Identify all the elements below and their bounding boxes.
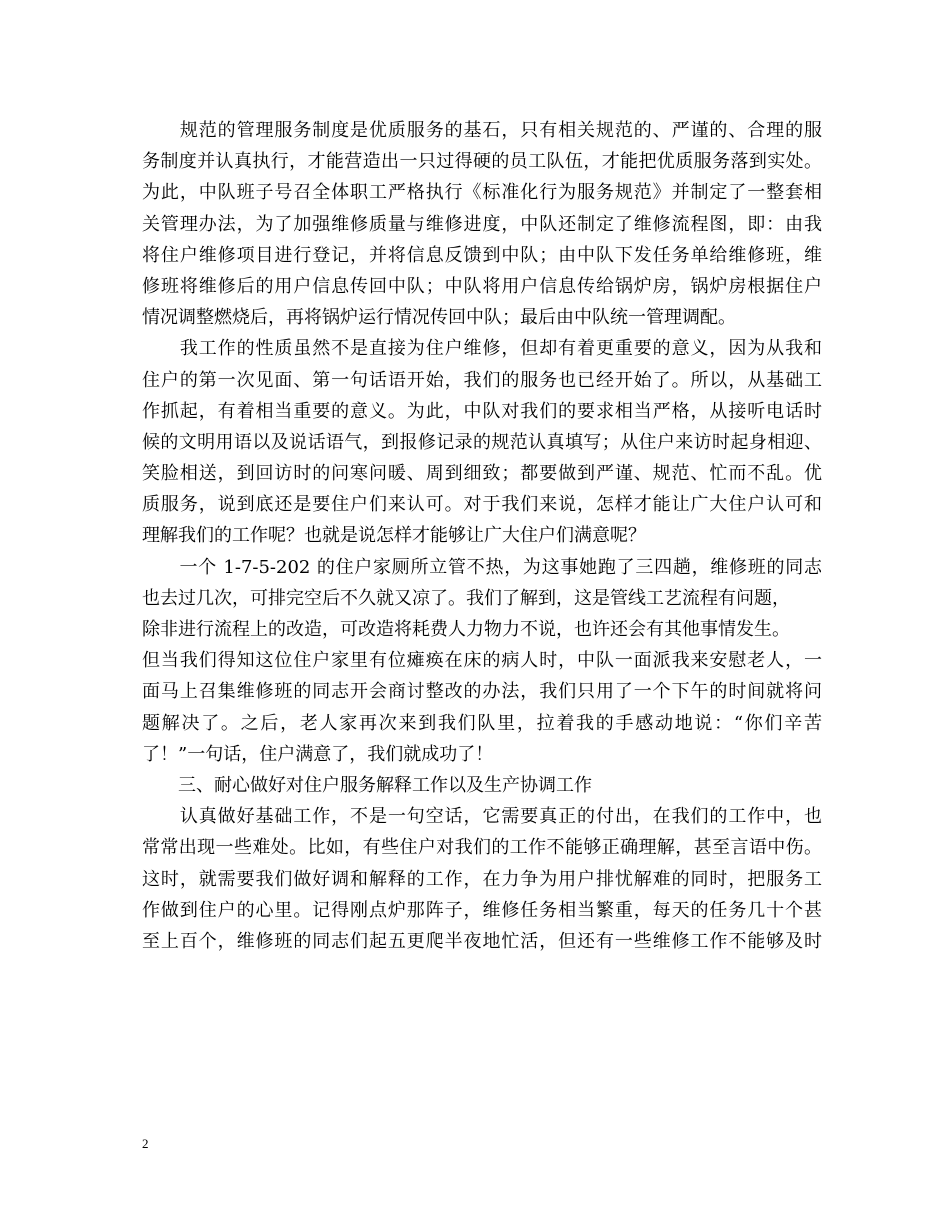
text-line: 这时，就需要我们做好调和解释的工作，在力争为用户排忧解难的同时，把服务工 [142,868,822,890]
body-text [142,115,822,957]
text-line: 质服务，说到底还是要住户们来认可。对于我们来说，怎样才能让广大住户认可和 [142,494,822,516]
text-line: 候的文明用语以及说话语气，到报修记录的规范认真填写；从住户来访时起身相迎、 [142,431,822,453]
text-line: 理解我们的工作呢？也就是说怎样才能够让广大住户们满意呢？ [142,525,646,547]
section-heading: 三、耐心做好对住户服务解释工作以及生产协调工作 [142,774,592,796]
text-line: 住户的第一次见面、第一句话语开始，我们的服务也已经开始了。所以，从基础工 [142,369,822,391]
text-line: 至上百个，维修班的同志们起五更爬半夜地忙活，但还有一些维修工作不能够及时 [142,930,822,952]
text-line: 作做到住户的心里。记得刚点炉那阵子，维修任务相当繁重，每天的任务几十个甚 [142,899,822,921]
text-line: 一个 1-7-5-202 的住户家厕所立管不热，为这事她跑了三四趟，维修班的同志 [142,556,822,578]
text-line: 笑脸相送，到回访时的问寒问暖、周到细致；都要做到严谨、规范、忙而不乱。优 [142,463,822,485]
text-line: 了！”一句话，住户满意了，我们就成功了！ [142,743,494,765]
text-line: 面马上召集维修班的同志开会商讨整改的办法，我们只用了一个下午的时间就将问 [142,681,822,703]
text-line: 作抓起，有着相当重要的意义。为此，中队对我们的要求相当严格，从接听电话时 [142,400,822,422]
text-line: 也去过几次，可排完空后不久就又凉了。我们了解到，这是管线工艺流程有问题， [142,587,790,609]
text-line: 为此，中队班子号召全体职工严格执行《标准化行为服务规范》并制定了一整套相 [142,182,822,204]
text-line: 修班将维修后的用户信息传回中队；中队将用户信息传给锅炉房，锅炉房根据住户 [142,275,822,297]
text-line: 除非进行流程上的改造，可改造将耗费人力物力不说，也许还会有其他事情发生。 [142,619,790,640]
text-line: 认真做好基础工作，不是一句空话，它需要真正的付出，在我们的工作中，也 [142,806,822,828]
text-line: 规范的管理服务制度是优质服务的基石，只有相关规范的、严谨的、合理的服 [142,120,822,141]
page-number: 2 [142,1136,149,1151]
text-line: 常常出现一些难处。比如，有些住户对我们的工作不能够正确理解，甚至言语中伤。 [142,837,822,859]
text-line: 但当我们得知这位住户家里有位瘫痪在床的病人时，中队一面派我来安慰老人，一 [142,650,822,672]
text-line: 题解决了。之后，老人家再次来到我们队里，拉着我的手感动地说：“你们辛苦 [142,712,822,734]
text-line: 我工作的性质虽然不是直接为住户维修，但却有着更重要的意义，因为从我和 [142,338,822,360]
text-line: 关管理办法，为了加强维修质量与维修进度，中队还制定了维修流程图，即：由我 [142,213,822,235]
text-line: 情况调整燃烧后，再将锅炉运行情况传回中队；最后由中队统一管理调配。 [142,307,736,329]
text-line: 将住户维修项目进行登记，并将信息反馈到中队；由中队下发任务单给维修班，维 [142,244,822,266]
text-line: 务制度并认真执行，才能营造出一只过得硬的员工队伍，才能把优质服务落到实处。 [142,151,822,173]
